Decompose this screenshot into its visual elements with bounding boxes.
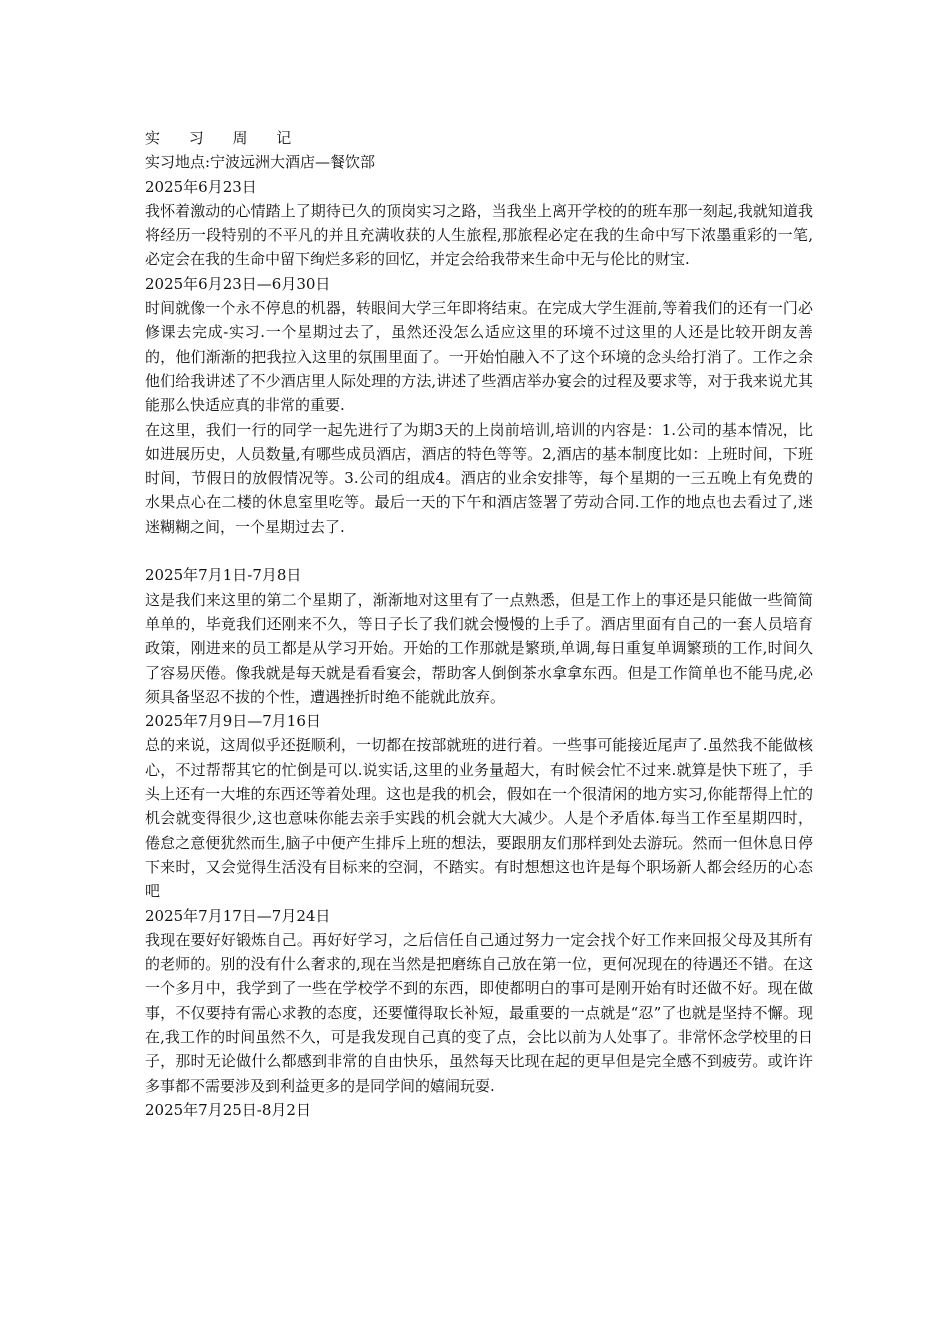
entry-date: 2025年7月9日—7月16日 [145,712,321,731]
entry-date: 2025年7月17日—7月24日 [145,906,331,925]
entry-paragraph: 时间就像一个永不停息的机器，转眼间大学三年即将结束。在完成大学生涯前,等着我们的还有一门必修课去完成-实习.一个星期过去了，虽然还没怎么适应这里的环境不过这里的人还是比较开朗友善的，他们渐渐的把我拉入这里的氛围里面了。一开始怕融入不了这个环境的念头给打消了。工作之余他们给我讲述了不少酒店里人际处理的方法,讲述了些酒店举办宴会的过程及要求等，对于我来说尤其能那么快适应真的非常的重要. [145,299,813,415]
entry-date: 2025年7月25日-8月2日 [145,1100,311,1119]
entry-paragraph: 我现在要好好锻炼自己。再好好学习，之后信任自己通过努力一定会找个好工作来回报父母及其所有的老师的。别的没有什么奢求的,现在当然是把磨练自己放在第一位，更何况现在的待遇还不错。在这一个多月中，我学到了一些在学校学不到的东西，即使都明白的事可是刚开始有时还做不好。现在做事，不仅要持有需心求教的态度，还要懂得取长补短，最重要的一点就是“忍”了也就是坚持不懈。现在,我工作的时间虽然不久，可是我发现自己真的变了点，会比以前为人处事了。非常怀念学校里的日子，那时无论做什么都感到非常的自由快乐，虽然每天比现在起的更早但是完全感不到疲劳。或许许多事都不需要涉及到利益更多的是同学间的嬉闹玩耍. [145,930,813,1095]
document-title: 实 习 周 记 [145,129,304,147]
entry-paragraph: 总的来说，这周似乎还挺顺利，一切都在按部就班的进行着。一些事可能接近尾声了.虽然我不能做核心，不过帮帮其它的忙倒是可以.说实话,这里的业务量超大，有时候会忙不过来.就算是快下班了，手头上还有一大堆的东西还等着处理。这也是我的机会，假如在一个很清闲的地方实习,你能帮得上忙的机会就变得很少,这也意味你能去亲手实践的机会就大大减少。人是个矛盾体.每当工作至星期四时，倦怠之意便犹然而生,脑子中便产生排斥上班的想法，要跟朋友们那样到处去游玩。然而一但休息日停下来时，又会觉得生活没有目标来的空洞，不踏实。有时想想这也许是每个职场新人都会经历的心态吧 [145,736,813,901]
blank-line [145,539,813,563]
entry-paragraph: 我怀着激动的心情踏上了期待已久的顶岗实习之路，当我坐上离开学校的的班车那一刻起,我就知道我将经历一段特别的不平凡的并且充满收获的人生旅程,那旅程必定在我的生命中写下浓墨重彩的一笔,必定会在我的生命中留下绚烂多彩的回忆，并定会给我带来生命中无与伦比的财宝. [145,201,813,269]
entry-date: 2025年7月1日-7月8日 [145,566,302,585]
entry-paragraph: 这是我们来这里的第二个星期了，渐渐地对这里有了一点熟悉，但是工作上的事还是只能做一些简简单单的，毕竟我们还刚来不久，等日子长了我们就会慢慢的上手了。酒店里面有自己的一套人员培育政策，刚进来的员工都是从学习开始。开始的工作那就是繁琐,单调,每日重复单调繁琐的工作,时间久了容易厌倦。像我就是每天就是看看宴会，帮助客人倒倒茶水拿拿东西。但是工作简单也不能马虎,必须具备坚忍不拔的个性，遭遇挫折时绝不能就此放弃。 [145,590,813,706]
entry-date: 2025年6月23日 [145,177,257,196]
entry-paragraph: 在这里，我们一行的同学一起先进行了为期3天的上岗前培训,培训的内容是：1.公司的基本情况，比如进展历史，人员数量,有哪些成员酒店，酒店的特色等等。2,酒店的基本制度比如：上班时间，下班时间，节假日的放假情况等。3.公司的组成4。酒店的业余安排等，每个星期的一三五晚上有免费的水果点心在二楼的休息室里吃等。最后一天的下午和酒店签署了劳动合同.工作的地点也去看过了,迷迷糊糊之间，一个星期过去了. [145,420,813,536]
entry-date: 2025年6月23日—6月30日 [145,274,331,293]
document-page [145,126,813,1122]
internship-location: 实习地点:宁波远洲大酒店—餐饮部 [145,153,376,172]
